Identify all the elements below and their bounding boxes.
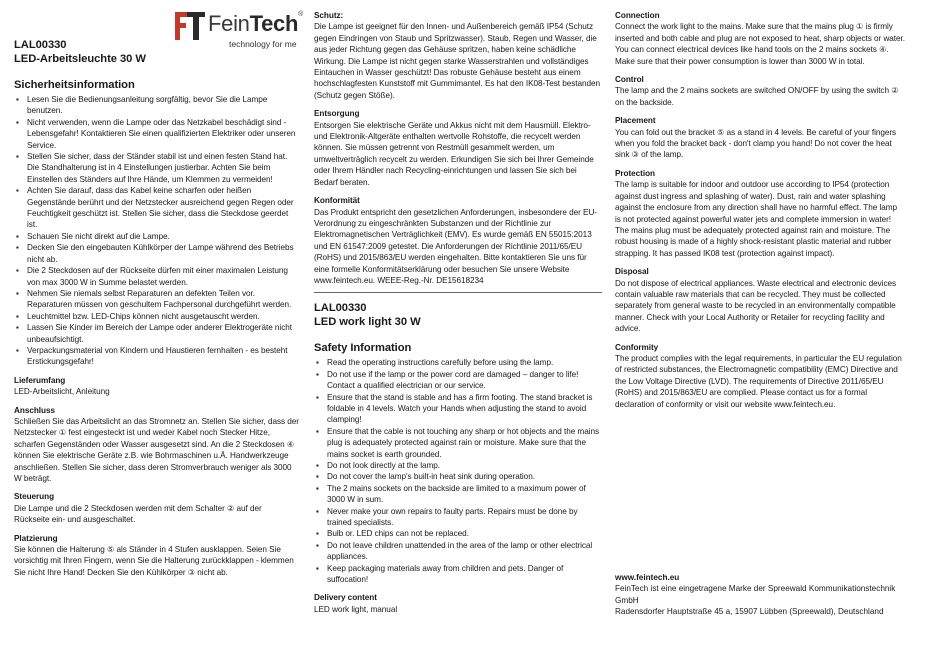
list-item: ▪ Do not leave children unattended in the area of the lamp or other electrical appliances. bbox=[314, 540, 602, 563]
connection-section bbox=[14, 405, 299, 485]
section-text: The product complies with the legal requirements, in particular the EU regulation of restricted substances, the Electromagnetic compatibility (EMC) Directive and the Low Voltage Directive (LVD). The requirements of Directive 2011/65/EU (RoHS) and 2015/863/EU are complied. Please contact us for a formal declaration of conformity or visit our website www.feintech.eu. bbox=[615, 353, 902, 409]
list-item: ▪ Ensure that the cable is not touching any sharp or hot objects and the mains plug is adequately protected against rain or moisture. Make sure that the mains socket is earth grounded. bbox=[314, 426, 602, 460]
list-item: ▪ Schauen Sie nicht direkt auf die Lampe. bbox=[14, 231, 299, 242]
product-name: LED-Arbeitsleuchte 30 W bbox=[14, 53, 146, 65]
product-name: LED work light 30 W bbox=[314, 316, 421, 329]
divider bbox=[314, 292, 602, 293]
model-number: LAL00330 bbox=[14, 39, 67, 51]
list-item: ▪ Verpackungsmaterial von Kindern und Haustieren fernhalten - es besteht Erstickungsgefahr! bbox=[14, 345, 299, 368]
list-item: ▪ Ensure that the stand is stable and has a firm footing. The stand bracket is foldable in 4 levels. Watch your Hands when adjusting the stand to avoid clamping! bbox=[314, 392, 602, 426]
footer-line: FeinTech ist eine eingetragene Marke der Spreewald Kommunikationstechnik GmbH bbox=[615, 584, 896, 605]
logo-tagline: technology for me bbox=[229, 39, 297, 49]
list-item: ▪ Die 2 Steckdosen auf der Rückseite dürfen mit einer maximalen Leistung von max 3000 W in Summe belastet werden. bbox=[14, 265, 299, 288]
protection-section bbox=[314, 10, 602, 101]
list-item: ▪ Do not use if the lamp or the power cord are damaged – danger to life! Contact a qualified electrician or our service. bbox=[314, 369, 602, 392]
middle-column bbox=[314, 10, 602, 615]
safety-heading: Safety Information bbox=[314, 342, 412, 355]
section-heading: Conformity bbox=[615, 342, 659, 352]
safety-list bbox=[314, 357, 602, 585]
footer-line: Radensdorfer Hauptstraße 45 a, 15907 Lübben (Spreewald), Deutschland bbox=[615, 607, 884, 617]
section-text: Schließen Sie das Arbeitslicht an das Stromnetz an. Stellen Sie sicher, dass der Netzstecker ① fest eingesteckt ist und weder Kabel noch Stecker Hitze, scharfen Gegenständen oder Wasser ausgesetzt sind. An die 2 Steckdosen ④ können Sie elektrische Geräte z.B. wie Bohrmaschinen u.Ä. Handwerkzeuge anschließen. Stellen Sie sicher, dass deren Stromverbrauch weniger als 3000 W beträgt. bbox=[14, 416, 299, 483]
section-heading: Steuerung bbox=[14, 492, 55, 502]
section-text: Die Lampe ist geeignet für den Innen- und Außenbereich gemäß IP54 (Schutz gegen Eindringen von Staub und Spritzwasser). Staub, Regen und Wasser, die aus jeder Richtung gegen das Gehäuse spritzen, haben keine schädliche Wirkung. Die Lampe ist nicht gegen starke Wasserstrahlen und vollständiges Eintauchen in Wasser geschützt! Das robuste Gehäuse besteht aus einem hochschlagfesten Kunststoff mit Gummimantel. Es hat den IK08-Test bestanden (Schutz gegen Stöße). bbox=[314, 22, 601, 100]
section-text: LED-Arbeitslicht, Anleitung bbox=[14, 387, 110, 397]
section-heading: Lieferumfang bbox=[14, 375, 66, 385]
model-number: LAL00330 bbox=[314, 302, 367, 315]
disposal-section bbox=[615, 266, 905, 334]
list-item: ▪ Bulb or. LED chips can not be replaced. bbox=[314, 528, 602, 539]
list-item: ▪ Do not cover the lamp's built-in heat sink during operation. bbox=[314, 471, 602, 482]
section-text: Sie können die Halterung ⑤ als Ständer in 4 Stufen ausklappen. Seien Sie vorsichtig mit Ihren Fingern, wenn Sie die Halterung zurückklappen - klemmen Sie nicht Ihre Hand! Decken Sie den Kühlkörper ③ nicht ab. bbox=[14, 545, 294, 577]
section-heading: Protection bbox=[615, 168, 655, 178]
control-section bbox=[615, 74, 905, 108]
logo-wordmark: FeinTech® bbox=[208, 11, 303, 36]
delivery-section bbox=[314, 592, 602, 615]
section-heading: Connection bbox=[615, 11, 660, 20]
section-heading: Placement bbox=[615, 116, 656, 126]
list-item: ▪ Lesen Sie die Bedienungsanleitung sorgfältig, bevor Sie die Lampe benutzen. bbox=[14, 94, 299, 117]
section-heading: Delivery content bbox=[314, 593, 377, 603]
list-item: ▪ Achten Sie darauf, dass das Kabel keine scharfen oder heißen Gegenstände berührt und der Netzstecker ausreichend gegen Regen oder Feuchtigkeit geschützt ist. Stellen Sie sicher, dass die Steckdose geerdet ist. bbox=[14, 185, 299, 231]
list-item: ▪ Decken Sie den eingebauten Kühlkörper der Lampe während des Betriebs nicht ab. bbox=[14, 242, 299, 265]
connection-section bbox=[615, 10, 905, 67]
list-item: ▪ The 2 mains sockets on the backside are limited to a maximum power of 3000 W in sum. bbox=[314, 483, 602, 506]
section-heading: Anschluss bbox=[14, 405, 55, 415]
footer-website: www.feintech.eu bbox=[615, 573, 680, 582]
section-text: Entsorgen Sie elektrische Geräte und Akkus nicht mit dem Hausmüll. Elektro- und Elektronik-Altgeräte enthalten wertvolle Rohstoffe, die recycelt werden können. Sie müssen getrennt von Restmüll gesammelt werden, um umweltverträglich recycelt zu werden. Erkundigen Sie sich bei Ihrer Gemeinde oder Ihrem Händler nach Recycling-einrichtungen und lassen Sie sich bei Bedarf beraten. bbox=[314, 120, 594, 187]
disposal-section bbox=[314, 108, 602, 188]
section-text: Do not dispose of electrical appliances. Waste electrical and electronic devices contain valuable raw materials that can be recycled. They must be collected separately from general waste to be recycled in an environmentally compatible manner. Check with your Local Authority or Retailer for recycling facility and advice. bbox=[615, 278, 897, 334]
section-text: LED work light, manual bbox=[314, 604, 398, 614]
safety-list bbox=[14, 94, 299, 368]
section-text: The lamp is suitable for indoor and outdoor use according to IP54 (protection against dust ingress and splashing of water). Dust, rain and water splashing against the enclosure from any direction shall have no harmful effect. The lamp is not protected against powerful water jets and complete immersion in water! The mains plug must be adequately protected against rain and moisture. The robust housing is made of a highly shock-resistant plastic material and rubber strapping. It has passed IK08 test (protection against impact). bbox=[615, 180, 898, 258]
conformity-section bbox=[314, 195, 602, 286]
section-text: The lamp and the 2 mains sockets are switched ON/OFF by using the switch ② on the backside. bbox=[615, 86, 899, 107]
protection-section bbox=[615, 168, 905, 259]
list-item: ▪ Nehmen Sie niemals selbst Reparaturen an defekten Teilen vor. Reparaturen müssen von geschultem Fachpersonal durchgeführt werden. bbox=[14, 288, 299, 311]
placement-section bbox=[14, 533, 299, 579]
list-item: ▪ Nicht verwenden, wenn die Lampe oder das Netzkabel beschädigt sind - Lebensgefahr! Kontaktieren Sie einen qualifizierten Elektriker oder unseren Service. bbox=[14, 117, 299, 151]
section-text: Die Lampe und die 2 Steckdosen werden mit dem Schalter ② auf der Rückseite ein- und ausgeschaltet. bbox=[14, 503, 262, 525]
list-item: ▪ Stellen Sie sicher, dass der Ständer stabil ist und einen festen Stand hat. Die Standhalterung ist in 4 Einstellungen justierbar. Achten Sie beim Einstellen des Ständers auf Ihre Hände, um Klemmen zu vermeiden! bbox=[14, 151, 299, 185]
list-item: ▪ Leuchtmittel bzw. LED-Chips können nicht ausgetauscht werden. bbox=[14, 311, 299, 322]
conformity-section bbox=[615, 342, 905, 410]
section-text: Connect the work light to the mains. Make sure that the mains plug ① is firmly inserted and both cable and plug are not exposed to heat, sharp objects or water. You can connect electrical devices like hand tools on the 2 mains sockets ④. Make sure that their power consumption is lower than 3000 W in total. bbox=[615, 22, 905, 66]
list-item: ▪ Never make your own repairs to faulty parts. Repairs must be done by trained specialists. bbox=[314, 506, 602, 529]
list-item: ▪ Keep packaging materials away from children and pets. Danger of suffocation! bbox=[314, 563, 602, 586]
list-item: ▪ Do not look directly at the lamp. bbox=[314, 460, 602, 471]
section-heading: Schutz: bbox=[314, 11, 344, 20]
section-heading: Entsorgung bbox=[314, 109, 360, 119]
section-heading: Control bbox=[615, 75, 644, 85]
section-heading: Konformität bbox=[314, 196, 360, 206]
scope-section bbox=[14, 375, 299, 398]
list-item: ▪ Lassen Sie Kinder im Bereich der Lampe oder anderer Elektrogeräte nicht unbeaufsichtigt. bbox=[14, 322, 299, 345]
english-column bbox=[615, 10, 905, 417]
safety-heading: Sicherheitsinformation bbox=[14, 79, 135, 91]
section-text: Das Produkt entspricht den gesetzlichen Anforderungen, insbesondere der EU-Verordnung zu eingeschränkten Substanzen und der Richtlinie zur Elektromagnetischen Verträglichkeit (EMV). Es wurde gemäß EN 55015:2013 und EN 61547:2009 getestet. Die Anforderungen der Richtlinie 2011/65/EU (RoHS) und 2015/863/EU werden eingehalten. Bitte kontaktieren Sie uns für eine formelle Konformitätserklärung oder besuchen Sie unsere Website www.feintech.eu. WEEE-Reg.-Nr. DE15618234 bbox=[314, 207, 597, 285]
control-section bbox=[14, 491, 299, 525]
company-footer bbox=[615, 572, 905, 618]
section-heading: Disposal bbox=[615, 267, 649, 277]
german-column bbox=[14, 10, 299, 585]
section-text: You can fold out the bracket ⑤ as a stand in 4 levels. Be careful of your fingers when you fold the bracket back - don't clamp you hand! Do not cover the heat sink ③ of the lamp. bbox=[615, 127, 897, 160]
placement-section bbox=[615, 115, 905, 161]
section-heading: Platzierung bbox=[14, 533, 58, 543]
list-item: ▪ Read the operating instructions carefully before using the lamp. bbox=[314, 357, 602, 368]
